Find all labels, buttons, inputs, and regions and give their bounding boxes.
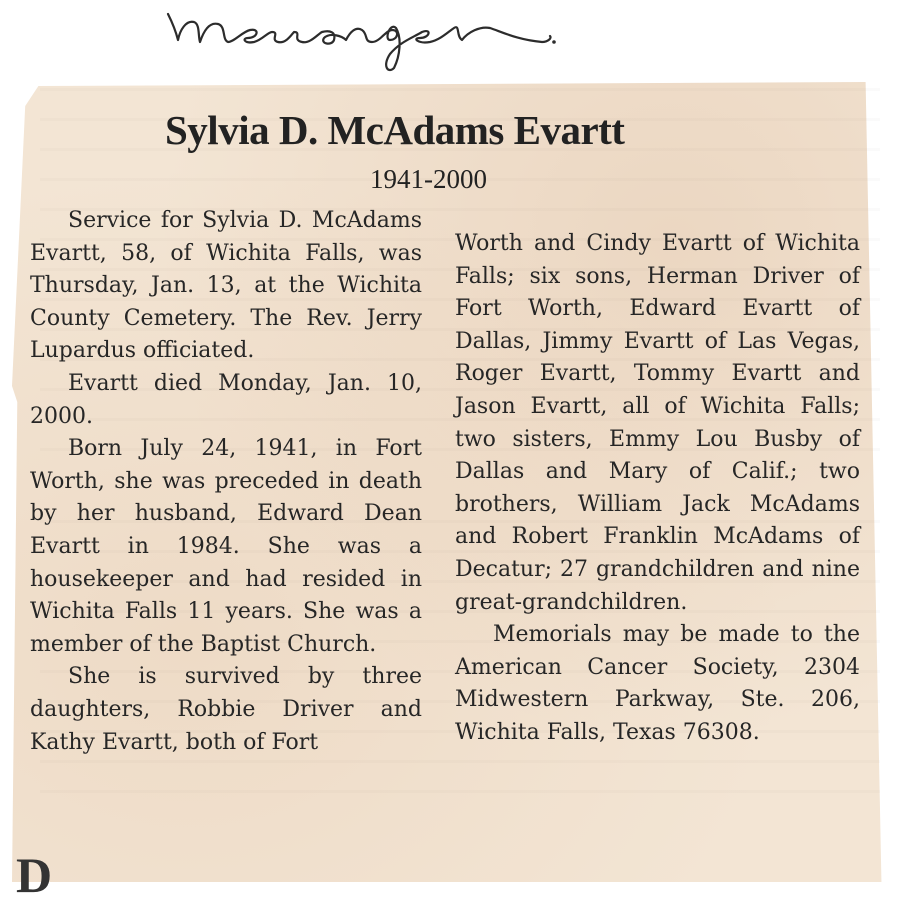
paragraph-memorials: Memorials may be made to the American Cancer Society, 2304 Midwestern Parkway, Ste. 206, Wichita Falls, Texas 76308. — [455, 622, 860, 745]
left-column — [30, 205, 422, 759]
handwritten-messenger-signature — [150, 0, 590, 92]
right-column — [455, 228, 860, 750]
paragraph-biography: Born July 24, 1941, in Fort Worth, she was preceded in death by her husband, Edward Dean Evartt in 1984. She was a housekeeper and had resided in Wichita Falls 11 years. She was a member of the Baptist Church. — [30, 436, 422, 657]
handwritten-note — [150, 0, 590, 92]
paragraph-survivors-start: She is survived by three daughters, Robbie Driver and Kathy Evartt, both of Fort — [30, 664, 422, 755]
paragraph-survivors-continued: Worth and Cindy Evartt of Wichita Falls; six sons, Herman Driver of Fort Worth, Edward Evartt of Dallas, Jimmy Evartt of Las Vegas, Roger Evartt, Tommy Evartt and Jason Evartt, all of Wichita Falls; two sisters, Emmy Lou Busby of Dallas and Mary of Calif.; two brothers, William Jack McAdams and Robert Franklin McAdams of Decatur; 27 grandchildren and nine great-grandchildren. — [455, 231, 860, 615]
obituary-headline: Sylvia D. McAdams Evartt — [165, 107, 625, 153]
next-headline-fragment: D — [16, 847, 53, 903]
paragraph-service: Service for Sylvia D. McAdams Evartt, 58, of Wichita Falls, was Thursday, Jan. 13, at the Wichita County Cemetery. The Rev. Jerry Lupardus officiated. — [30, 208, 422, 364]
obituary-dates: 1941-2000 — [370, 164, 487, 194]
paragraph-death: Evartt died Monday, Jan. 10, 2000. — [30, 370, 422, 429]
